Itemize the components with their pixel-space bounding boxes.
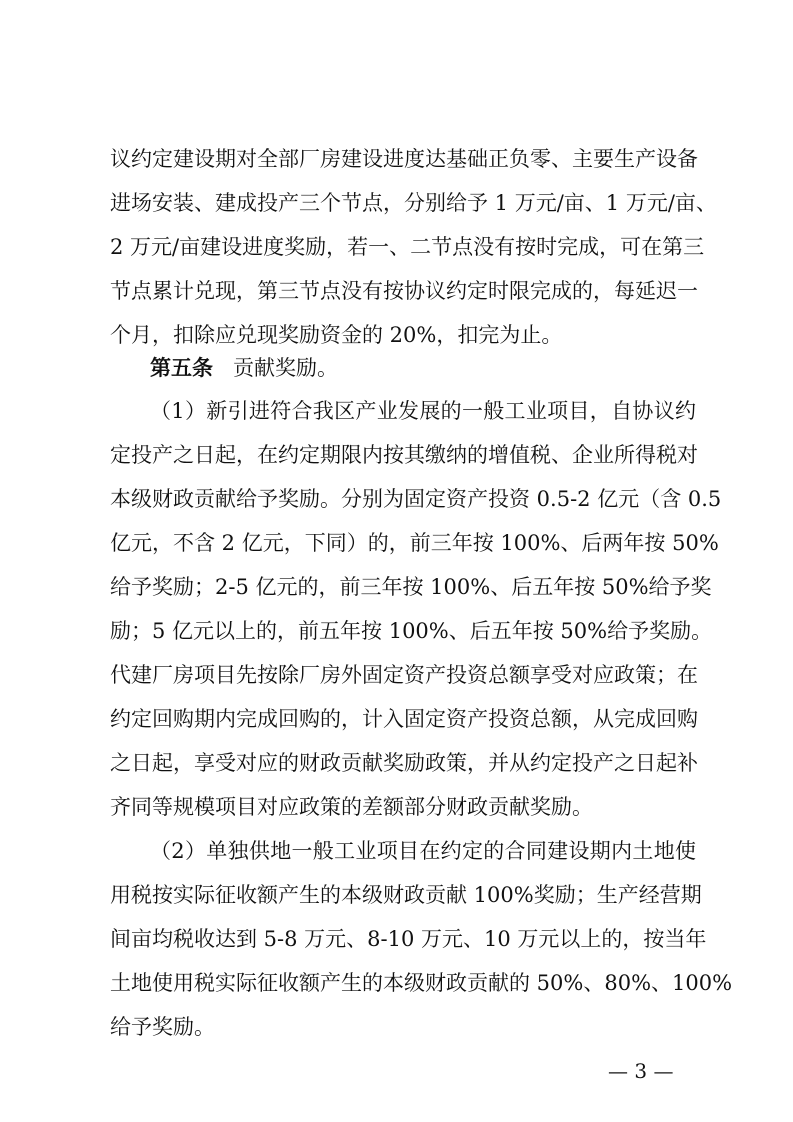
- paragraph-line: 本级财政贡献给予奖励。分别为固定资产投资 0.5-2 亿元（含 0.5: [110, 487, 722, 511]
- text-line: 2 万元/亩建设进度奖励，若一、二节点没有按时完成，可在第三: [110, 235, 705, 259]
- paragraph-line: 约定回购期内完成回购的，计入固定资产投资总额，从完成回购: [110, 707, 698, 731]
- paragraph-line: 齐同等规模项目对应政策的差额部分财政贡献奖励。: [110, 795, 593, 819]
- paragraph-line: 用税按实际征收额产生的本级财政贡献 100%奖励；生产经营期: [110, 883, 702, 907]
- paragraph-line: 给予奖励。: [110, 1015, 215, 1039]
- page-number: — 3 —: [608, 1059, 674, 1083]
- paragraph-line: 定投产之日起，在约定期限内按其缴纳的增值税、企业所得税对: [110, 443, 698, 467]
- paragraph-line: 土地使用税实际征收额产生的本级财政贡献的 50%、80%、100%: [110, 971, 733, 995]
- paragraph-line: 代建厂房项目先按除厂房外固定资产投资总额享受对应政策；在: [110, 663, 698, 687]
- text-line: 进场安装、建成投产三个节点，分别给予 1 万元/亩、1 万元/亩、: [110, 191, 717, 215]
- paragraph-line: 间亩均税收达到 5-8 万元、8-10 万元、10 万元以上的，按当年: [110, 927, 707, 951]
- paragraph-line: 之日起，享受对应的财政贡献奖励政策，并从约定投产之日起补: [110, 751, 698, 775]
- text-line: 节点累计兑现，第三节点没有按协议约定时限完成的，每延迟一: [110, 279, 698, 303]
- paragraph-line: （2）单独供地一般工业项目在约定的合同建设期内土地使: [150, 839, 696, 863]
- text-line: 个月，扣除应兑现奖励资金的 20%，扣完为止。: [110, 323, 563, 347]
- article-title: 贡献奖励。: [233, 356, 339, 380]
- paragraph-line: 亿元，不含 2 亿元，下同）的，前三年按 100%、后两年按 50%: [110, 531, 719, 555]
- paragraph-line: 给予奖励；2-5 亿元的，前三年按 100%、后五年按 50%给予奖: [110, 575, 712, 599]
- article-number: 第五条: [150, 355, 213, 380]
- text-line: 议约定建设期对全部厂房建设进度达基础正负零、主要生产设备: [110, 147, 698, 171]
- paragraph-line: （1）新引进符合我区产业发展的一般工业项目，自协议约: [150, 399, 696, 423]
- article-heading: [150, 354, 696, 382]
- paragraph-line: 励；5 亿元以上的，前五年按 100%、后五年按 50%给予奖励。: [110, 619, 713, 643]
